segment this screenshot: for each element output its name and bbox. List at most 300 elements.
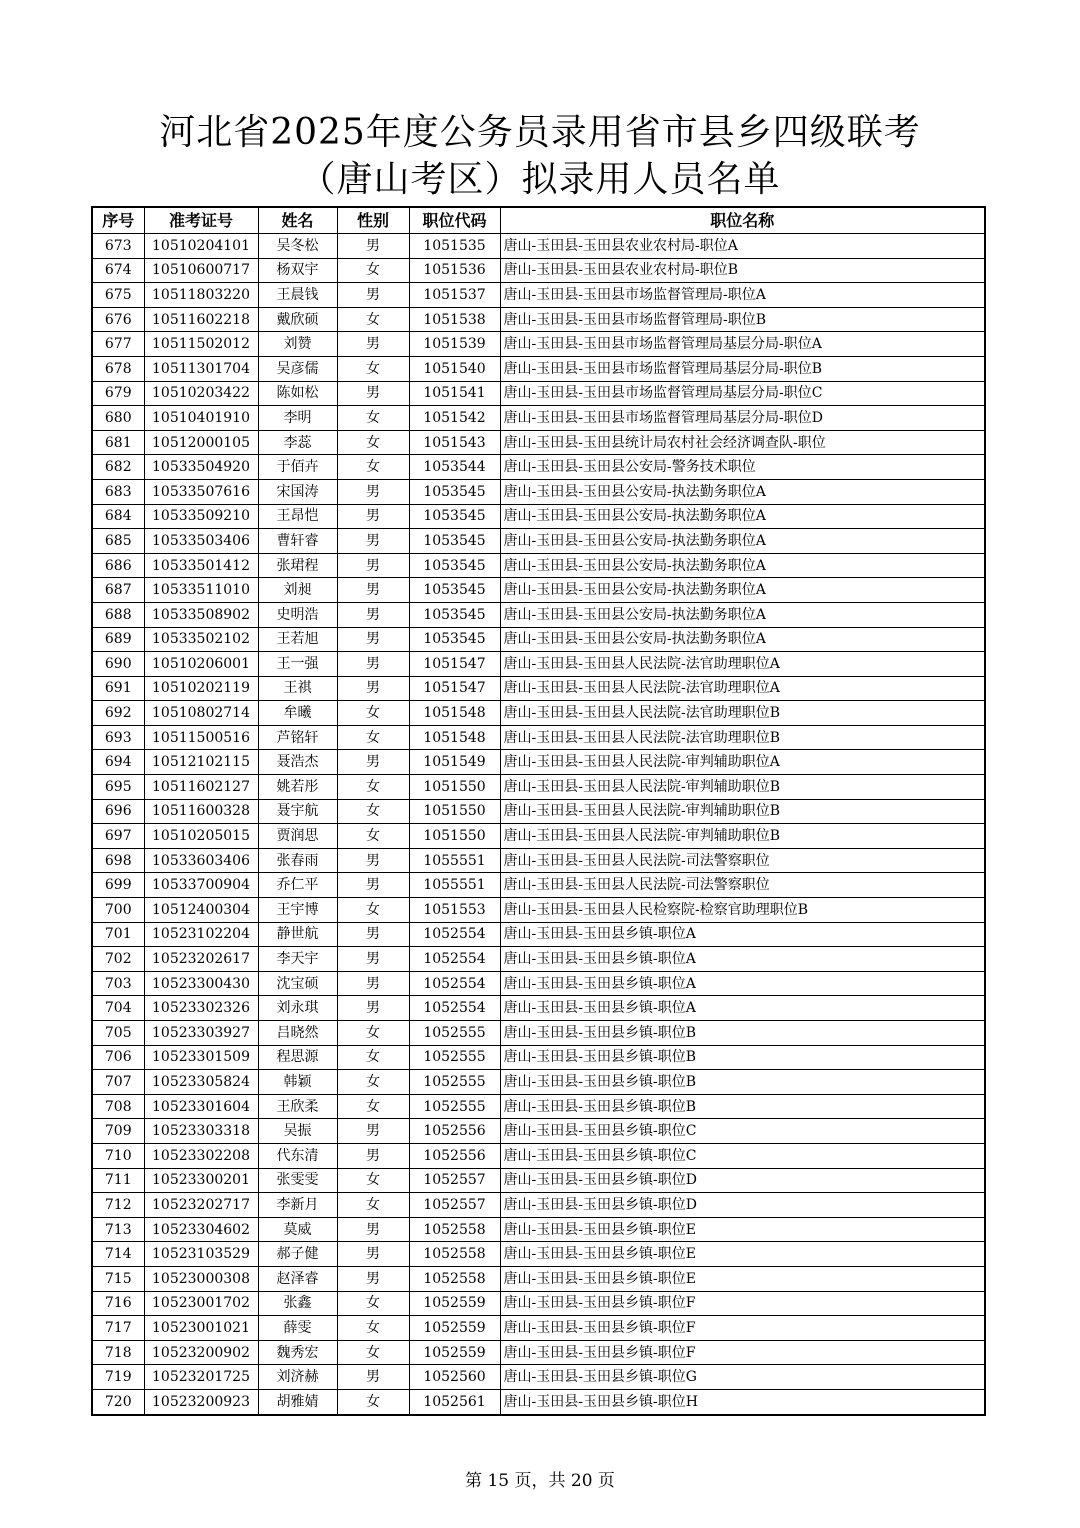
cell-exam-id: 10510401910	[144, 406, 258, 431]
document-title-line1: 河北省2025年度公务员录用省市县乡四级联考	[159, 112, 921, 153]
cell-position-name: 唐山-玉田县-玉田县乡镇-职位A	[500, 971, 985, 996]
cell-seq: 691	[92, 676, 144, 701]
table-row	[92, 775, 985, 800]
cell-seq: 701	[92, 922, 144, 947]
cell-name: 芦铭轩	[258, 725, 337, 750]
cell-position-name: 唐山-玉田县-玉田县乡镇-职位C	[500, 1143, 985, 1168]
candidate-table	[91, 206, 986, 1416]
cell-exam-id: 10523201725	[144, 1365, 258, 1390]
cell-exam-id: 10523200923	[144, 1389, 258, 1414]
cell-position-name: 唐山-玉田县-玉田县人民法院-法官助理职位A	[500, 676, 985, 701]
cell-exam-id: 10523302326	[144, 996, 258, 1021]
cell-exam-id: 10523303927	[144, 1021, 258, 1046]
cell-name: 郝子健	[258, 1242, 337, 1267]
cell-position-name: 唐山-玉田县-玉田县乡镇-职位G	[500, 1365, 985, 1390]
cell-position-name: 唐山-玉田县-玉田县公安局-执法勤务职位A	[500, 627, 985, 652]
cell-position-name: 唐山-玉田县-玉田县乡镇-职位D	[500, 1168, 985, 1193]
cell-seq: 683	[92, 479, 144, 504]
cell-position-code: 1051539	[409, 332, 500, 357]
cell-name: 乔仁平	[258, 873, 337, 898]
cell-seq: 684	[92, 504, 144, 529]
table-row	[92, 1094, 985, 1119]
cell-exam-id: 10523303318	[144, 1119, 258, 1144]
cell-seq: 719	[92, 1365, 144, 1390]
table-row	[92, 1168, 985, 1193]
cell-seq: 680	[92, 406, 144, 431]
cell-exam-id: 10533504920	[144, 455, 258, 480]
cell-seq: 707	[92, 1070, 144, 1095]
cell-gender: 男	[337, 234, 409, 259]
table-row	[92, 799, 985, 824]
cell-exam-id: 10523103529	[144, 1242, 258, 1267]
table-row	[92, 578, 985, 603]
document-title-line2: （唐山考区）拟录用人员名单	[299, 159, 781, 200]
cell-seq: 702	[92, 947, 144, 972]
cell-exam-id: 10510600717	[144, 258, 258, 283]
cell-name: 张鑫	[258, 1291, 337, 1316]
cell-position-name: 唐山-玉田县-玉田县人民法院-法官助理职位A	[500, 652, 985, 677]
cell-seq: 674	[92, 258, 144, 283]
cell-position-name: 唐山-玉田县-玉田县乡镇-职位B	[500, 1094, 985, 1119]
header-gender: 性别	[337, 207, 409, 234]
cell-gender: 女	[337, 430, 409, 455]
table-row	[92, 283, 985, 308]
cell-gender: 男	[337, 602, 409, 627]
cell-exam-id: 10512400304	[144, 898, 258, 923]
cell-position-code: 1053545	[409, 627, 500, 652]
table-row	[92, 529, 985, 554]
cell-name: 李蕊	[258, 430, 337, 455]
cell-gender: 女	[337, 1291, 409, 1316]
cell-name: 姚若彤	[258, 775, 337, 800]
cell-position-name: 唐山-玉田县-玉田县市场监督管理局-职位B	[500, 307, 985, 332]
cell-gender: 男	[337, 283, 409, 308]
cell-name: 王祺	[258, 676, 337, 701]
cell-position-code: 1052554	[409, 922, 500, 947]
cell-position-name: 唐山-玉田县-玉田县乡镇-职位B	[500, 1070, 985, 1095]
cell-position-code: 1051536	[409, 258, 500, 283]
cell-gender: 男	[337, 848, 409, 873]
cell-position-name: 唐山-玉田县-玉田县人民检察院-检察官助理职位B	[500, 898, 985, 923]
header-exam-id: 准考证号	[144, 207, 258, 234]
cell-position-code: 1052559	[409, 1340, 500, 1365]
cell-name: 刘济赫	[258, 1365, 337, 1390]
cell-gender: 男	[337, 332, 409, 357]
table-row	[92, 1045, 985, 1070]
table-row	[92, 1266, 985, 1291]
cell-gender: 男	[337, 971, 409, 996]
cell-gender: 女	[337, 1094, 409, 1119]
cell-exam-id: 10533508902	[144, 602, 258, 627]
cell-position-name: 唐山-玉田县-玉田县人民法院-法官助理职位B	[500, 725, 985, 750]
cell-name: 莫威	[258, 1217, 337, 1242]
header-position-code: 职位代码	[409, 207, 500, 234]
cell-exam-id: 10533501412	[144, 553, 258, 578]
cell-name: 杨双宇	[258, 258, 337, 283]
cell-seq: 686	[92, 553, 144, 578]
cell-position-code: 1052558	[409, 1217, 500, 1242]
cell-seq: 673	[92, 234, 144, 259]
cell-position-name: 唐山-玉田县-玉田县乡镇-职位F	[500, 1340, 985, 1365]
cell-gender: 女	[337, 701, 409, 726]
cell-position-code: 1052558	[409, 1242, 500, 1267]
cell-position-code: 1051547	[409, 676, 500, 701]
table-row	[92, 1242, 985, 1267]
table-row	[92, 479, 985, 504]
cell-gender: 男	[337, 1242, 409, 1267]
cell-position-name: 唐山-玉田县-玉田县公安局-执法勤务职位A	[500, 479, 985, 504]
cell-seq: 712	[92, 1193, 144, 1218]
cell-seq: 709	[92, 1119, 144, 1144]
cell-seq: 693	[92, 725, 144, 750]
cell-position-name: 唐山-玉田县-玉田县公安局-执法勤务职位A	[500, 602, 985, 627]
table-row	[92, 1070, 985, 1095]
table-row	[92, 947, 985, 972]
cell-seq: 696	[92, 799, 144, 824]
cell-seq: 689	[92, 627, 144, 652]
cell-seq: 705	[92, 1021, 144, 1046]
cell-position-name: 唐山-玉田县-玉田县公安局-警务技术职位	[500, 455, 985, 480]
cell-gender: 女	[337, 1340, 409, 1365]
cell-gender: 女	[337, 406, 409, 431]
cell-name: 戴欣硕	[258, 307, 337, 332]
header-seq: 序号	[92, 207, 144, 234]
cell-position-name: 唐山-玉田县-玉田县乡镇-职位E	[500, 1242, 985, 1267]
cell-gender: 女	[337, 258, 409, 283]
cell-position-name: 唐山-玉田县-玉田县人民法院-审判辅助职位A	[500, 750, 985, 775]
table-row	[92, 1340, 985, 1365]
cell-position-code: 1051550	[409, 775, 500, 800]
cell-gender: 男	[337, 1119, 409, 1144]
cell-seq: 718	[92, 1340, 144, 1365]
cell-position-name: 唐山-玉田县-玉田县乡镇-职位C	[500, 1119, 985, 1144]
cell-position-name: 唐山-玉田县-玉田县农业农村局-职位A	[500, 234, 985, 259]
cell-position-name: 唐山-玉田县-玉田县乡镇-职位F	[500, 1316, 985, 1341]
cell-name: 李天宇	[258, 947, 337, 972]
table-row	[92, 627, 985, 652]
cell-position-code: 1052557	[409, 1168, 500, 1193]
cell-seq: 713	[92, 1217, 144, 1242]
cell-gender: 男	[337, 922, 409, 947]
cell-position-name: 唐山-玉田县-玉田县人民法院-审判辅助职位B	[500, 799, 985, 824]
cell-position-code: 1051543	[409, 430, 500, 455]
cell-gender: 男	[337, 947, 409, 972]
cell-seq: 676	[92, 307, 144, 332]
cell-seq: 688	[92, 602, 144, 627]
table-row	[92, 1217, 985, 1242]
cell-exam-id: 10523000308	[144, 1266, 258, 1291]
cell-exam-id: 10533603406	[144, 848, 258, 873]
cell-name: 王晨钱	[258, 283, 337, 308]
cell-exam-id: 10523200902	[144, 1340, 258, 1365]
table-row	[92, 824, 985, 849]
cell-gender: 女	[337, 356, 409, 381]
cell-position-code: 1053545	[409, 602, 500, 627]
cell-seq: 679	[92, 381, 144, 406]
cell-name: 王一强	[258, 652, 337, 677]
cell-name: 静世航	[258, 922, 337, 947]
cell-exam-id: 10512000105	[144, 430, 258, 455]
table-row	[92, 430, 985, 455]
cell-position-code: 1053545	[409, 578, 500, 603]
cell-position-name: 唐山-玉田县-玉田县市场监督管理局基层分局-职位D	[500, 406, 985, 431]
cell-name: 王若旭	[258, 627, 337, 652]
cell-position-name: 唐山-玉田县-玉田县市场监督管理局基层分局-职位A	[500, 332, 985, 357]
cell-position-code: 1052555	[409, 1045, 500, 1070]
cell-exam-id: 10523300201	[144, 1168, 258, 1193]
cell-gender: 女	[337, 725, 409, 750]
cell-name: 张雯雯	[258, 1168, 337, 1193]
cell-position-code: 1052560	[409, 1365, 500, 1390]
cell-position-code: 1052554	[409, 971, 500, 996]
cell-position-name: 唐山-玉田县-玉田县乡镇-职位E	[500, 1217, 985, 1242]
cell-position-code: 1052554	[409, 996, 500, 1021]
cell-exam-id: 10533509210	[144, 504, 258, 529]
cell-position-code: 1051547	[409, 652, 500, 677]
cell-position-name: 唐山-玉田县-玉田县人民法院-审判辅助职位B	[500, 824, 985, 849]
cell-position-name: 唐山-玉田县-玉田县乡镇-职位E	[500, 1266, 985, 1291]
cell-exam-id: 10510206001	[144, 652, 258, 677]
table-row	[92, 1365, 985, 1390]
table-row	[92, 258, 985, 283]
cell-position-code: 1052559	[409, 1291, 500, 1316]
cell-seq: 675	[92, 283, 144, 308]
cell-exam-id: 10533507616	[144, 479, 258, 504]
cell-seq: 697	[92, 824, 144, 849]
cell-position-code: 1053545	[409, 479, 500, 504]
cell-position-name: 唐山-玉田县-玉田县公安局-执法勤务职位A	[500, 504, 985, 529]
cell-position-code: 1051540	[409, 356, 500, 381]
cell-seq: 706	[92, 1045, 144, 1070]
table-row	[92, 971, 985, 996]
cell-gender: 男	[337, 504, 409, 529]
cell-name: 薛雯	[258, 1316, 337, 1341]
cell-position-code: 1055551	[409, 848, 500, 873]
cell-position-code: 1052554	[409, 947, 500, 972]
cell-gender: 男	[337, 627, 409, 652]
table-row	[92, 1021, 985, 1046]
cell-position-code: 1052555	[409, 1021, 500, 1046]
cell-name: 韩颖	[258, 1070, 337, 1095]
cell-seq: 682	[92, 455, 144, 480]
cell-exam-id: 10523001021	[144, 1316, 258, 1341]
cell-name: 于佰卉	[258, 455, 337, 480]
cell-name: 吴冬松	[258, 234, 337, 259]
cell-seq: 694	[92, 750, 144, 775]
cell-gender: 男	[337, 873, 409, 898]
cell-position-name: 唐山-玉田县-玉田县乡镇-职位B	[500, 1045, 985, 1070]
cell-seq: 716	[92, 1291, 144, 1316]
table-row	[92, 234, 985, 259]
cell-seq: 710	[92, 1143, 144, 1168]
cell-position-code: 1051553	[409, 898, 500, 923]
cell-exam-id: 10510802714	[144, 701, 258, 726]
table-row	[92, 1143, 985, 1168]
cell-position-name: 唐山-玉田县-玉田县市场监督管理局基层分局-职位C	[500, 381, 985, 406]
cell-name: 史明浩	[258, 602, 337, 627]
cell-seq: 687	[92, 578, 144, 603]
cell-seq: 699	[92, 873, 144, 898]
cell-name: 刘赞	[258, 332, 337, 357]
cell-name: 吴彦儒	[258, 356, 337, 381]
header-position-name: 职位名称	[500, 207, 985, 234]
cell-exam-id: 10523102204	[144, 922, 258, 947]
cell-position-code: 1051549	[409, 750, 500, 775]
cell-position-name: 唐山-玉田县-玉田县统计局农村社会经济调查队-职位	[500, 430, 985, 455]
cell-exam-id: 10511602218	[144, 307, 258, 332]
table-row	[92, 455, 985, 480]
cell-gender: 女	[337, 307, 409, 332]
table-row	[92, 1119, 985, 1144]
cell-position-name: 唐山-玉田县-玉田县人民法院-司法警察职位	[500, 873, 985, 898]
cell-name: 曹轩睿	[258, 529, 337, 554]
cell-gender: 男	[337, 1266, 409, 1291]
table-row	[92, 898, 985, 923]
cell-name: 王欣柔	[258, 1094, 337, 1119]
cell-seq: 700	[92, 898, 144, 923]
cell-seq: 711	[92, 1168, 144, 1193]
cell-seq: 715	[92, 1266, 144, 1291]
cell-position-name: 唐山-玉田县-玉田县人民法院-司法警察职位	[500, 848, 985, 873]
cell-seq: 690	[92, 652, 144, 677]
table-row	[92, 307, 985, 332]
cell-position-name: 唐山-玉田县-玉田县乡镇-职位A	[500, 947, 985, 972]
cell-position-name: 唐山-玉田县-玉田县人民法院-审判辅助职位B	[500, 775, 985, 800]
table-row	[92, 381, 985, 406]
cell-exam-id: 10511502012	[144, 332, 258, 357]
table-row	[92, 701, 985, 726]
header-name: 姓名	[258, 207, 337, 234]
cell-gender: 女	[337, 898, 409, 923]
cell-position-code: 1052561	[409, 1389, 500, 1414]
cell-name: 宋国涛	[258, 479, 337, 504]
cell-gender: 女	[337, 1168, 409, 1193]
cell-gender: 男	[337, 652, 409, 677]
cell-position-code: 1052558	[409, 1266, 500, 1291]
table-header-row	[92, 207, 985, 234]
cell-position-name: 唐山-玉田县-玉田县公安局-执法勤务职位A	[500, 529, 985, 554]
cell-gender: 男	[337, 479, 409, 504]
table-row	[92, 553, 985, 578]
cell-gender: 男	[337, 1365, 409, 1390]
cell-name: 李新月	[258, 1193, 337, 1218]
cell-position-code: 1051541	[409, 381, 500, 406]
cell-position-code: 1052559	[409, 1316, 500, 1341]
cell-name: 胡雅婧	[258, 1389, 337, 1414]
cell-position-code: 1051535	[409, 234, 500, 259]
table-row	[92, 602, 985, 627]
cell-seq: 692	[92, 701, 144, 726]
cell-position-name: 唐山-玉田县-玉田县市场监督管理局-职位A	[500, 283, 985, 308]
cell-seq: 717	[92, 1316, 144, 1341]
cell-exam-id: 10523001702	[144, 1291, 258, 1316]
table-row	[92, 1291, 985, 1316]
cell-name: 程思源	[258, 1045, 337, 1070]
cell-position-name: 唐山-玉田县-玉田县公安局-执法勤务职位A	[500, 553, 985, 578]
table-row	[92, 848, 985, 873]
cell-position-code: 1053545	[409, 504, 500, 529]
cell-position-name: 唐山-玉田县-玉田县乡镇-职位F	[500, 1291, 985, 1316]
cell-position-code: 1051538	[409, 307, 500, 332]
cell-gender: 女	[337, 824, 409, 849]
cell-name: 聂浩杰	[258, 750, 337, 775]
table-row	[92, 873, 985, 898]
cell-seq: 685	[92, 529, 144, 554]
cell-position-code: 1051548	[409, 725, 500, 750]
cell-gender: 男	[337, 750, 409, 775]
cell-exam-id: 10523300430	[144, 971, 258, 996]
cell-name: 张珺程	[258, 553, 337, 578]
cell-name: 吕晓然	[258, 1021, 337, 1046]
cell-position-code: 1052556	[409, 1119, 500, 1144]
cell-position-code: 1053545	[409, 553, 500, 578]
cell-exam-id: 10511803220	[144, 283, 258, 308]
table-body	[92, 234, 985, 1415]
cell-gender: 女	[337, 1070, 409, 1095]
cell-gender: 男	[337, 996, 409, 1021]
cell-name: 王宇博	[258, 898, 337, 923]
cell-gender: 女	[337, 455, 409, 480]
cell-position-code: 1055551	[409, 873, 500, 898]
cell-exam-id: 10523301604	[144, 1094, 258, 1119]
cell-name: 刘昶	[258, 578, 337, 603]
cell-position-code: 1051550	[409, 799, 500, 824]
cell-exam-id: 10523202617	[144, 947, 258, 972]
cell-gender: 男	[337, 676, 409, 701]
table-row	[92, 996, 985, 1021]
cell-position-code: 1051542	[409, 406, 500, 431]
cell-seq: 720	[92, 1389, 144, 1414]
cell-exam-id: 10523202717	[144, 1193, 258, 1218]
cell-seq: 681	[92, 430, 144, 455]
table-row	[92, 652, 985, 677]
table-row	[92, 406, 985, 431]
table-row	[92, 676, 985, 701]
cell-exam-id: 10512102115	[144, 750, 258, 775]
cell-exam-id: 10523302208	[144, 1143, 258, 1168]
cell-position-code: 1051550	[409, 824, 500, 849]
cell-gender: 男	[337, 1143, 409, 1168]
cell-name: 牟曦	[258, 701, 337, 726]
cell-position-name: 唐山-玉田县-玉田县市场监督管理局基层分局-职位B	[500, 356, 985, 381]
cell-position-code: 1053544	[409, 455, 500, 480]
cell-gender: 男	[337, 381, 409, 406]
cell-exam-id: 10523301509	[144, 1045, 258, 1070]
cell-name: 李明	[258, 406, 337, 431]
table-row	[92, 725, 985, 750]
cell-gender: 男	[337, 529, 409, 554]
cell-exam-id: 10533700904	[144, 873, 258, 898]
cell-name: 聂宇航	[258, 799, 337, 824]
cell-seq: 703	[92, 971, 144, 996]
table-row	[92, 1193, 985, 1218]
table-row	[92, 922, 985, 947]
cell-name: 吴振	[258, 1119, 337, 1144]
cell-gender: 女	[337, 1193, 409, 1218]
cell-name: 魏秀宏	[258, 1340, 337, 1365]
cell-position-name: 唐山-玉田县-玉田县人民法院-法官助理职位B	[500, 701, 985, 726]
cell-seq: 677	[92, 332, 144, 357]
cell-name: 代东清	[258, 1143, 337, 1168]
cell-exam-id: 10511600328	[144, 799, 258, 824]
cell-name: 赵泽睿	[258, 1266, 337, 1291]
cell-position-code: 1051537	[409, 283, 500, 308]
cell-gender: 男	[337, 1217, 409, 1242]
cell-seq: 714	[92, 1242, 144, 1267]
cell-seq: 695	[92, 775, 144, 800]
cell-position-name: 唐山-玉田县-玉田县公安局-执法勤务职位A	[500, 578, 985, 603]
cell-position-name: 唐山-玉田县-玉田县乡镇-职位H	[500, 1389, 985, 1414]
